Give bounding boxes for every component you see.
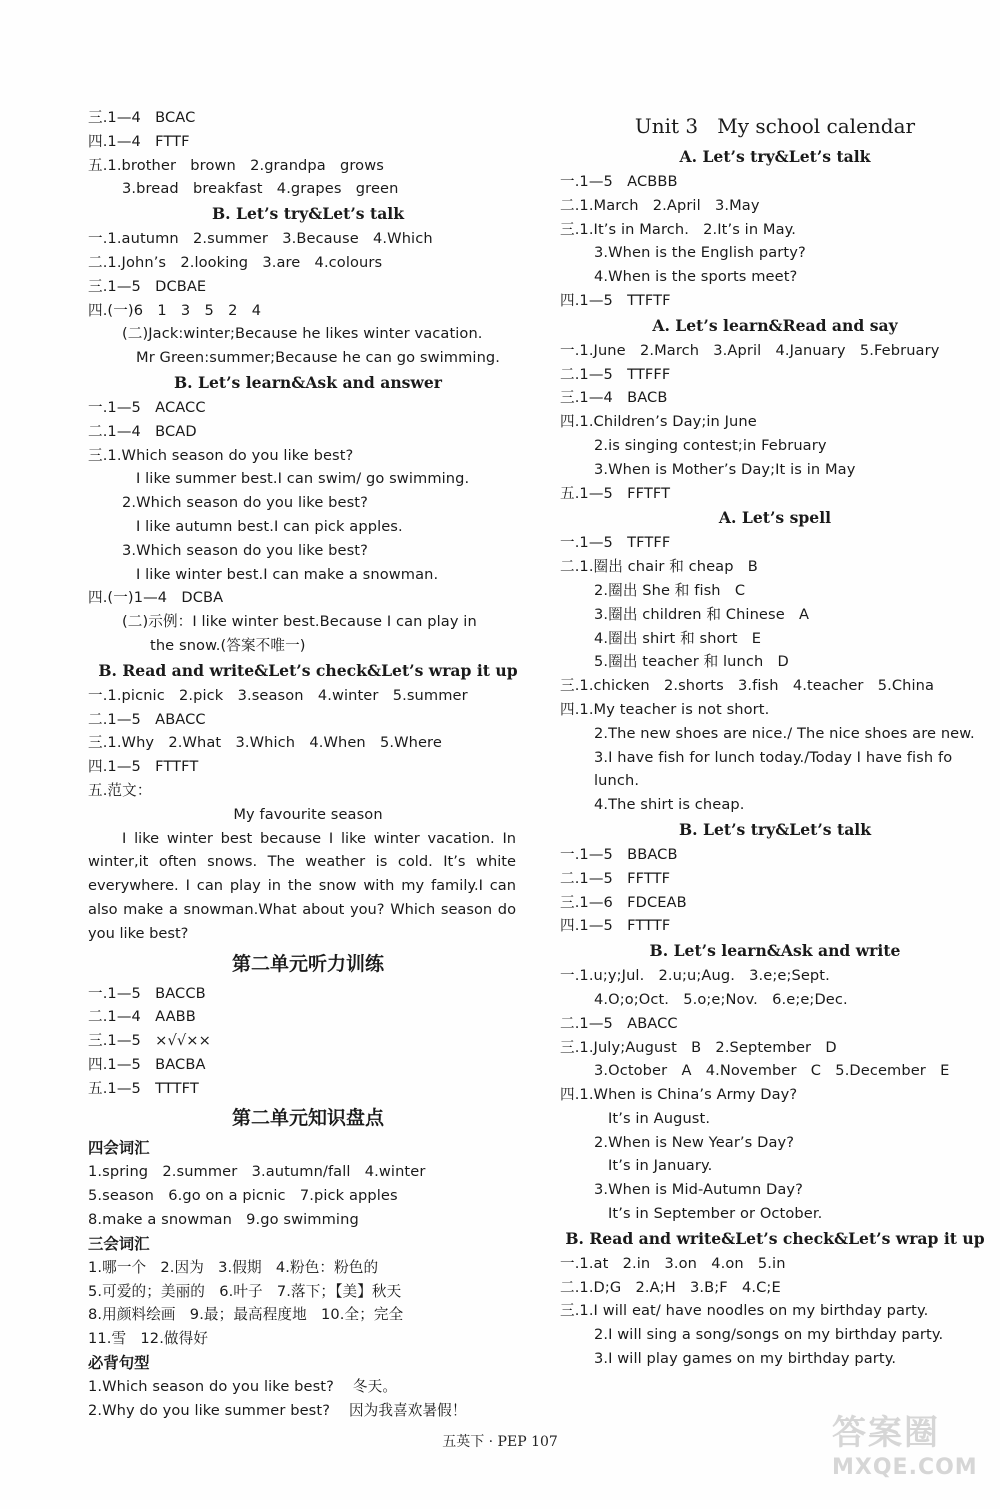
answer-line: 二.1—5 ABACC [560, 1014, 678, 1032]
answer-line: It’s in September or October. [608, 1205, 823, 1223]
answer-line: (二)示例：I like winter best.Because I can play in [122, 613, 477, 631]
answer-line: 8.用颜料绘画 9.最；最高程度地 10.全；完全 [88, 1306, 404, 1324]
answer-line: 3.Which season do you like best? [122, 541, 368, 559]
answer-line: 五.1—5 FFTFT [560, 484, 671, 502]
page-footer: 五英下 · PEP 107 [442, 1434, 558, 1450]
answer-line: 三.1.It’s in March. 2.It’s in May. [560, 220, 797, 238]
essay-body: I like winter best because I like winter vacation. In winter,it often snows. The weather is cold. It’s white everywhere. I can play in the snow with my family.I can also make a snowman.What about you? Which season do you like best? [88, 829, 516, 942]
answer-line: 3.When is Mid-Autumn Day? [594, 1181, 803, 1199]
section-heading: B. Read and write&Let’s check&Let’s wrap it up [98, 660, 518, 680]
answer-line: 四.1.Children’s Day;in June [560, 413, 757, 431]
answer-line: 一.1.June 2.March 3.April 4.January 5.February [560, 341, 940, 359]
answer-line: 三.1.Which season do you like best? [88, 446, 354, 464]
section-heading: A. Let’s spell [718, 508, 832, 528]
answer-line: 二.1—4 BCAD [88, 422, 197, 440]
answer-line: It’s in January. [608, 1157, 713, 1175]
watermark-url: MXQE.COM [832, 1455, 978, 1480]
answer-line: 一.1.picnic 2.pick 3.season 4.winter 5.summer [88, 686, 468, 704]
answer-line: 一.1—5 BBACB [560, 845, 678, 863]
answer-line: 1.spring 2.summer 3.autumn/fall 4.winter [88, 1163, 426, 1181]
answer-line: 3.I have fish for lunch today./Today I have fish fo [594, 748, 953, 766]
answer-line: 四.1—5 BACBA [88, 1055, 206, 1073]
essay-title: My favourite season [233, 805, 383, 823]
answer-line: 一.1.at 2.in 3.on 4.on 5.in [560, 1254, 786, 1272]
answer-line: 一.1—5 BACCB [88, 984, 206, 1002]
answer-line: 五.1—5 TTTFT [88, 1079, 199, 1097]
answer-line: 二.1—5 FFTTF [560, 869, 671, 887]
answer-line: 五.范文： [88, 781, 152, 799]
answer-line: 3.I will play games on my birthday party. [594, 1350, 897, 1368]
answer-line: It’s in August. [608, 1109, 711, 1127]
answer-line: 5.可爱的；美丽的 6.叶子 7.落下；【美】秋天 [88, 1282, 402, 1300]
answer-line: 2.圈出 She 和 fish C [594, 581, 746, 599]
answer-line: 二.1.March 2.April 3.May [560, 196, 760, 214]
answer-line: 5.season 6.go on a picnic 7.pick apples [88, 1187, 398, 1205]
answer-line: 四.1—4 FTTF [88, 132, 190, 150]
unit-title: Unit 3 My school calendar [634, 114, 916, 138]
answer-line: 三.1—4 BACB [560, 389, 668, 407]
section-heading: B. Let’s learn&Ask and answer [173, 372, 442, 392]
section-heading: B. Let’s try&Let’s talk [678, 819, 872, 839]
answer-line: 2.When is New Year’s Day? [594, 1133, 795, 1151]
watermark-logo [832, 1411, 982, 1489]
answer-line: 四.1—5 TTFTF [560, 291, 671, 309]
right-column [560, 106, 990, 1371]
answer-line: 四.(一)1—4 DCBA [88, 589, 224, 607]
answer-line: Mr Green:summer;Because he can go swimming. [136, 349, 501, 367]
answer-line: I like summer best.I can swim/ go swimming. [136, 470, 470, 488]
answer-line: 二.1—5 ABACC [88, 710, 206, 728]
answer-line: 二.1—5 TTFFF [560, 365, 671, 383]
answer-line: 三.1—5 ×√√×× [88, 1032, 211, 1050]
section-heading: A. Let’s try&Let’s talk [679, 147, 871, 166]
watermark-text: 答案圈 [832, 1413, 940, 1453]
answer-line: 三.1.I will eat/ have noodles on my birthday party. [560, 1302, 929, 1320]
answer-line: 四.(一)6 1 3 5 2 4 [88, 301, 262, 319]
answer-line: 四.1.My teacher is not short. [560, 700, 770, 718]
answer-line: 5.圈出 teacher 和 lunch D [594, 653, 789, 671]
answer-line: 4.O;o;Oct. 5.o;e;Nov. 6.e;e;Dec. [594, 990, 848, 1008]
answer-line: 1.Which season do you like best? 冬天。 [88, 1378, 398, 1396]
answer-line: 五.1.brother brown 2.grandpa grows [88, 156, 384, 174]
answer-line: 2.The new shoes are nice./ The nice shoes are new. [594, 724, 975, 742]
answer-line: (二)Jack:winter;Because he likes winter vacation. [122, 325, 483, 343]
answer-line: 1.哪一个 2.因为 3.假期 4.粉色：粉色的 [88, 1258, 379, 1276]
answer-line: 2.is singing contest;in February [594, 436, 827, 454]
answer-line: 三.1.Why 2.What 3.Which 4.When 5.Where [88, 734, 442, 752]
answer-line: 三.1.chicken 2.shorts 3.fish 4.teacher 5.China [560, 677, 935, 695]
answer-line: 一.1—5 ACACC [88, 398, 206, 416]
answer-line: 四.1—5 FTTFT [88, 758, 199, 776]
answer-line: 3.bread breakfast 4.grapes green [122, 180, 399, 198]
answer-line: 4.When is the sports meet? [594, 268, 798, 286]
answer-line: 3.October A 4.November C 5.December E [594, 1062, 950, 1080]
unit-training-title: 第二单元听力训练 [231, 952, 384, 975]
answer-line: 一.1—5 ACBBB [560, 173, 678, 190]
answer-line: 三.1—6 FDCEAB [560, 893, 687, 911]
subsection-title: 四会词汇 [88, 1139, 150, 1158]
answer-line: 2.Why do you like summer best? 因为我喜欢暑假！ [88, 1401, 467, 1419]
section-heading: A. Let’s learn&Read and say [652, 315, 898, 335]
answer-line: 三.1.July;August B 2.September D [560, 1038, 837, 1056]
answer-line: 3.圈出 children 和 Chinese A [594, 605, 810, 623]
answer-line: 三.1—4 BCAC [88, 109, 196, 126]
answer-line: 二.1.圈出 chair 和 cheap B [560, 558, 758, 576]
answer-line: 4.圈出 shirt 和 short E [594, 629, 762, 647]
answer-line: I like winter best.I can make a snowman. [136, 565, 439, 583]
section-heading: B. Read and write&Let’s check&Let’s wrap it up [565, 1228, 985, 1248]
answer-line: 四.1.When is China’s Army Day? [560, 1086, 798, 1104]
answer-line: 8.make a snowman 9.go swimming [88, 1211, 359, 1229]
answer-line: the snow.(答案不唯一) [150, 636, 306, 654]
answer-line: 三.1—5 DCBAE [88, 277, 207, 295]
answer-line: 4.The shirt is cheap. [594, 796, 745, 814]
subsection-title: 三会词汇 [88, 1234, 150, 1253]
answer-line: 二.1.John’s 2.looking 3.are 4.colours [88, 253, 383, 271]
section-heading: B. Let’s try&Let’s talk [211, 204, 405, 224]
answer-line: 二.1—4 AABB [88, 1008, 196, 1026]
unit-review-title: 第二单元知识盘点 [231, 1107, 384, 1130]
left-column [88, 106, 528, 1423]
answer-line: 3.When is Mother’s Day;It is in May [594, 460, 856, 478]
answer-line: 一.1.autumn 2.summer 3.Because 4.Which [88, 230, 433, 248]
answer-line: 一.1.u;y;Jul. 2.u;u;Aug. 3.e;e;Sept. [560, 967, 830, 985]
answer-line: 11.雪 12.做得好 [88, 1330, 209, 1348]
answer-line: 2.I will sing a song/songs on my birthday party. [594, 1326, 944, 1344]
answer-line: lunch. [594, 772, 640, 790]
answer-line: 二.1.D;G 2.A;H 3.B;F 4.C;E [560, 1278, 781, 1296]
answer-line: I like autumn best.I can pick apples. [136, 517, 403, 535]
answer-line: 四.1—5 FTTTF [560, 917, 671, 935]
answer-line: 一.1—5 TFTFF [560, 534, 671, 552]
answer-line: 3.When is the English party? [594, 244, 806, 262]
section-heading: B. Let’s learn&Ask and write [649, 941, 901, 961]
subsection-title: 必背句型 [88, 1354, 150, 1373]
answer-line: 2.Which season do you like best? [122, 494, 368, 512]
